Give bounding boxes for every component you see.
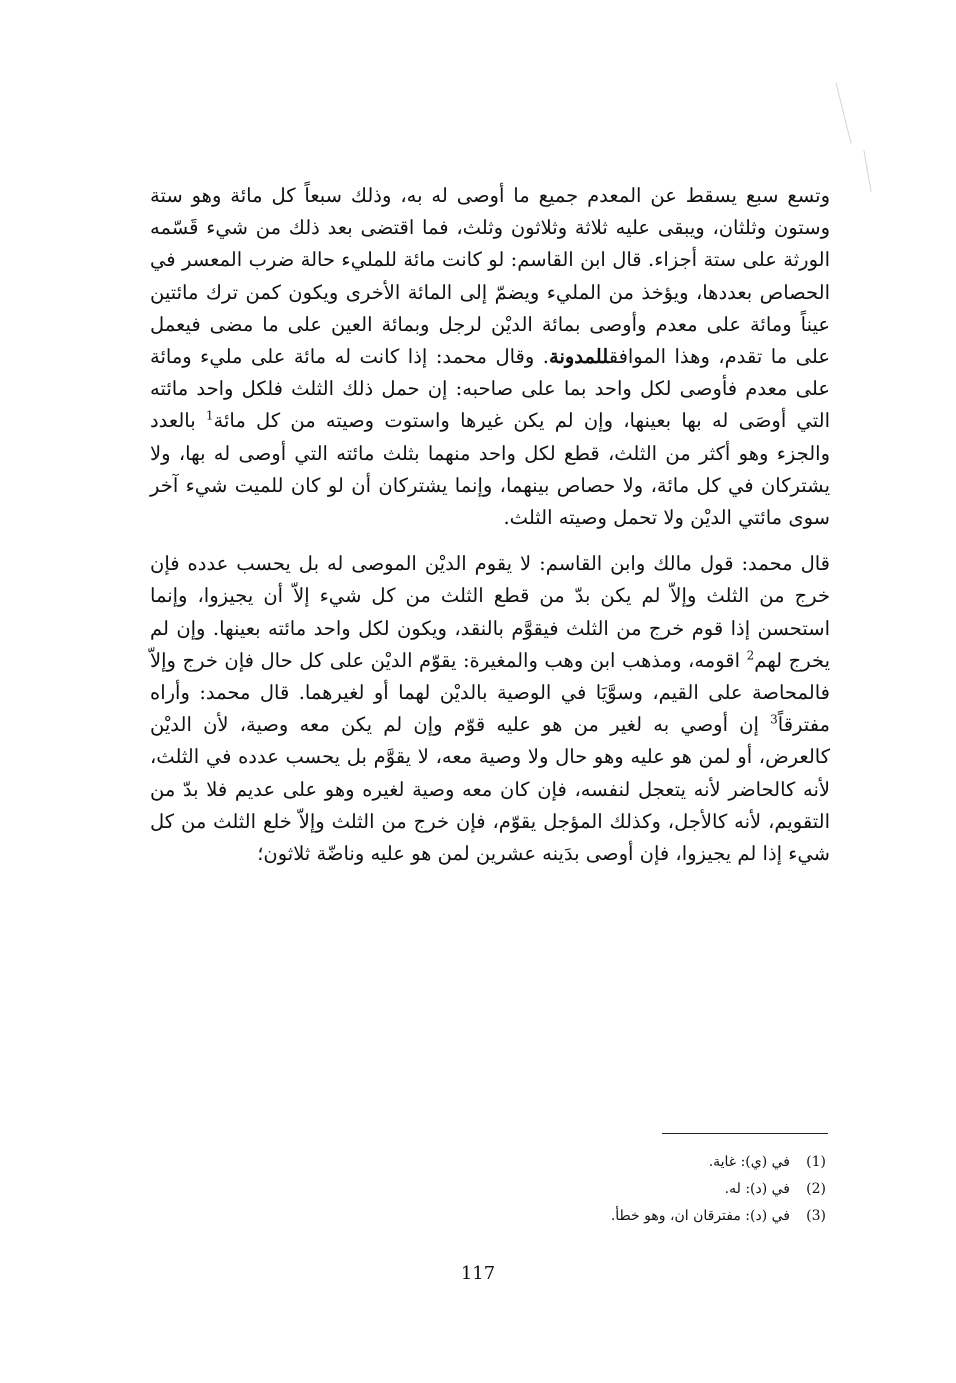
footnote-text: في (د): له. — [724, 1181, 790, 1197]
paragraph-2-text: قال محمد: قول مالك وابن القاسم: لا يقوم الديْن الموصى له بل يحسب عدده فإن خرج من الثلث وإلاّ لم يكن بدّ من قطع الثلث من كل شيء إلاّ أن يجيزوا، وإنما استحسن إذا قوم خرج من الثلث فيقوَّم بالنقد، ويكون لكل واحد مائته بعينها. وإن لم يخرج لهم — [150, 552, 831, 672]
footnote-ref-2: 2 — [746, 648, 755, 663]
footnote-number: (1) — [806, 1154, 826, 1170]
paragraph-1-text: . وقال محمد: إذا كانت له مائة على مليء ومائة على معدم فأوصى لكل واحد بما على صاحبه: إن حمل ذلك الثلث فلكل واحد مائته التي أوصَى له بها بعينها، وإن لم يكن غيرها واستوت وصيته من كل مائة — [150, 345, 830, 433]
footnote-text: في (د): مفترقان ان، وهو خطأ. — [610, 1208, 790, 1224]
footnote-3 — [400, 1203, 826, 1230]
paragraph-1-text: بالعدد والجزء وهو أكثر من الثلث، قطع لكل واحد منهما بثلث مائته التي أوصى له بها، ولا يشتركان في كل مائة، ولا حصاص بينهما، وإنما يشتركان أن لو كان للميت شيء آخر سوى مائتي الديْن ولا تحمل وصيته الثلث. — [150, 409, 830, 530]
footnote-1 — [400, 1149, 826, 1176]
footnote-text: في (ي): غاية. — [708, 1154, 790, 1170]
page-number: 117 — [460, 1263, 496, 1284]
footnotes — [400, 1149, 826, 1230]
paragraph-1 — [150, 180, 830, 534]
bold-term-mudawwana: للمدونة — [548, 345, 609, 369]
footnote-number: (2) — [806, 1181, 826, 1197]
paragraph-2-text: اقومه، ومذهب ابن وهب والمغيرة: يقوّم الديْن على كل حال فإن خرج وإلاّ فالمحاصة على القيم، وسوَّيَا في الوصية بالديْن لهما أو لغيرهما. قال محمد: وأراه مفترقاً — [150, 648, 830, 737]
paragraph-1-text: وتسع سبع يسقط عن المعدم جميع ما أوصى له به، وذلك سبعاً كل مائة وهو ستة وستون وثلثان، ويبقى عليه ثلاثة وثلاثون وثلث، فما اقتضى بعد ذلك من شيء قَسّمه الورثة على ستة أجزاء. قال ابن القاسم: لو كانت مائة للمليء حالة ضرب المعسر في الحصاص بعددها، ويؤخذ من المليء ويضمّ إلى المائة الأخرى ويكون كمن ترك مائتين عيناً ومائة على معدم وأوصى بمائة الديْن لرجل وبمائة العين على ما مضى فيعمل على ما تقدم، وهذا الموافق — [150, 184, 831, 369]
paragraph-2-text: إن أوصي به لغير من هو عليه قوّم وإن لم يكن معه وصية، لأن الديْن كالعرض، أو لمن هو عليه وهو حال ولا وصية معه، لا يقوَّم بل يحسب عدده في الثلث، لأنه كالحاضر لأنه يتعجل لنفسه، فإن كان معه وصية لغيره وهو على عديم فلا بدّ من التقويم، لأنه كالأجل، وكذلك المؤجل يقوّم، فإن خرج من الثلث وإلاّ خلع الثلث من كل شيء إذا لم يجيزوا، فإن أوصى بدَينه عشرين لمن هو عليه وناضّة ثلاثون؛ — [150, 713, 830, 866]
main-text — [150, 180, 830, 870]
footnote-number: (3) — [806, 1208, 826, 1224]
footnote-ref-1: 1 — [205, 408, 214, 423]
footnote-2 — [400, 1176, 826, 1203]
footnote-divider — [662, 1133, 828, 1134]
scan-edge-mark — [863, 150, 871, 192]
footnote-ref-3: 3 — [770, 712, 778, 727]
scan-edge-mark — [836, 83, 852, 143]
paragraph-2 — [150, 548, 830, 870]
